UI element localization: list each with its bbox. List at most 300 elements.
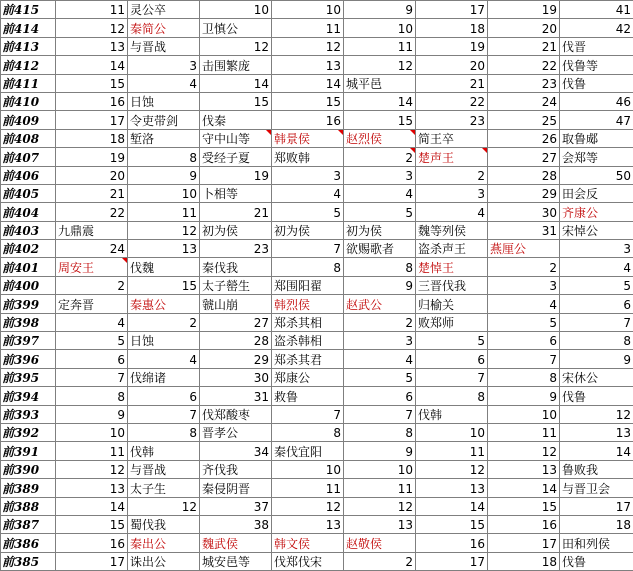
grid-cell[interactable]: 诛出公 xyxy=(128,552,200,570)
grid-cell[interactable]: 伐绵诸 xyxy=(128,368,200,386)
grid-cell[interactable]: 14 xyxy=(560,442,633,460)
row-header-cell[interactable]: 前406 xyxy=(1,166,56,184)
grid-cell[interactable]: 30 xyxy=(200,368,272,386)
grid-cell[interactable]: 16 xyxy=(272,111,344,129)
grid-cell[interactable]: 秦伐宜阳 xyxy=(272,442,344,460)
grid-cell[interactable]: 31 xyxy=(200,387,272,405)
grid-cell[interactable]: 11 xyxy=(488,423,560,441)
grid-cell[interactable]: 7 xyxy=(272,240,344,258)
grid-cell[interactable]: 15 xyxy=(56,515,128,533)
grid-cell[interactable]: 17 xyxy=(488,534,560,552)
grid-cell[interactable]: 19 xyxy=(200,166,272,184)
grid-cell[interactable]: 齐伐我 xyxy=(200,460,272,478)
grid-cell[interactable]: 5 xyxy=(488,313,560,331)
grid-cell[interactable]: 15 xyxy=(128,276,200,294)
grid-cell[interactable]: 17 xyxy=(416,552,488,570)
table-row xyxy=(1,442,633,460)
grid-cell[interactable]: 5 xyxy=(56,332,128,350)
grid-cell[interactable]: 日蚀 xyxy=(128,92,200,110)
grid-cell[interactable]: 7 xyxy=(488,350,560,368)
row-header-cell[interactable]: 前410 xyxy=(1,92,56,110)
grid-cell[interactable]: 21 xyxy=(416,74,488,92)
row-header-cell[interactable]: 前401 xyxy=(1,258,56,276)
grid-cell[interactable]: 欲赐歌者 xyxy=(344,240,416,258)
grid-cell[interactable]: 34 xyxy=(200,442,272,460)
grid-cell[interactable]: 取鲁郕 xyxy=(560,129,633,147)
grid-cell[interactable]: 12 xyxy=(272,497,344,515)
row-header-cell[interactable]: 前415 xyxy=(1,1,56,19)
grid-cell[interactable]: 15 xyxy=(488,497,560,515)
grid-cell[interactable]: 18 xyxy=(416,19,488,37)
grid-cell[interactable]: 秦惠公 xyxy=(128,295,200,313)
grid-cell[interactable]: 12 xyxy=(272,37,344,55)
grid-cell[interactable]: 8 xyxy=(344,423,416,441)
table-row xyxy=(1,534,633,552)
grid-cell[interactable]: 伐晋 xyxy=(560,37,633,55)
grid-cell[interactable]: 灵公卒 xyxy=(128,1,200,19)
grid-cell[interactable]: 赵敬侯 xyxy=(344,534,416,552)
grid-cell[interactable]: 12 xyxy=(488,442,560,460)
grid-cell[interactable]: 13 xyxy=(560,423,633,441)
grid-cell[interactable]: 魏等列侯 xyxy=(416,221,488,239)
grid-cell[interactable]: 盗杀声王 xyxy=(416,240,488,258)
grid-cell[interactable]: 12 xyxy=(128,497,200,515)
grid-cell[interactable]: 11 xyxy=(272,19,344,37)
grid-cell[interactable]: 9 xyxy=(488,387,560,405)
row-header-cell[interactable]: 前402 xyxy=(1,240,56,258)
grid-cell[interactable]: 5 xyxy=(344,203,416,221)
grid-cell[interactable]: 卫慎公 xyxy=(200,19,272,37)
grid-cell[interactable]: 16 xyxy=(56,534,128,552)
grid-cell[interactable]: 鲁败我 xyxy=(560,460,633,478)
grid-cell[interactable]: 伐秦 xyxy=(200,111,272,129)
table-row xyxy=(1,1,633,19)
grid-cell[interactable]: 23 xyxy=(416,111,488,129)
row-header-cell[interactable]: 前407 xyxy=(1,148,56,166)
grid-cell[interactable]: 魏武侯 xyxy=(200,534,272,552)
grid-cell[interactable]: 5 xyxy=(416,332,488,350)
table-row xyxy=(1,111,633,129)
grid-cell[interactable]: 三晋伐我 xyxy=(416,276,488,294)
grid-cell[interactable]: 21 xyxy=(488,37,560,55)
table-row xyxy=(1,332,633,350)
grid-cell[interactable]: 12 xyxy=(56,460,128,478)
grid-cell[interactable]: 16 xyxy=(416,534,488,552)
grid-cell[interactable]: 15 xyxy=(344,111,416,129)
grid-cell[interactable]: 28 xyxy=(488,166,560,184)
row-header-cell[interactable]: 前395 xyxy=(1,368,56,386)
table-row xyxy=(1,184,633,202)
grid-cell[interactable]: 11 xyxy=(344,479,416,497)
grid-cell[interactable]: 2 xyxy=(416,166,488,184)
row-header-cell[interactable]: 前413 xyxy=(1,37,56,55)
grid-cell[interactable]: 12 xyxy=(416,460,488,478)
grid-cell[interactable]: 14 xyxy=(56,497,128,515)
grid-cell[interactable]: 15 xyxy=(200,92,272,110)
table-row xyxy=(1,148,633,166)
grid-cell[interactable]: 伐鲁 xyxy=(560,74,633,92)
grid-cell[interactable]: 17 xyxy=(416,1,488,19)
grid-cell[interactable]: 12 xyxy=(560,405,633,423)
grid-cell[interactable]: 29 xyxy=(200,350,272,368)
table-row xyxy=(1,203,633,221)
grid-cell[interactable]: 伐鲁等 xyxy=(560,56,633,74)
grid-cell[interactable]: 8 xyxy=(128,423,200,441)
grid-cell[interactable]: 14 xyxy=(200,74,272,92)
grid-cell[interactable]: 18 xyxy=(560,515,633,533)
grid-cell[interactable]: 25 xyxy=(488,111,560,129)
grid-cell[interactable]: 3 xyxy=(488,276,560,294)
spreadsheet-body xyxy=(1,1,633,571)
grid-cell[interactable]: 7 xyxy=(416,368,488,386)
grid-cell[interactable]: 13 xyxy=(272,56,344,74)
grid-cell[interactable]: 5 xyxy=(560,276,633,294)
grid-cell[interactable]: 12 xyxy=(200,37,272,55)
grid-cell[interactable]: 17 xyxy=(560,497,633,515)
grid-cell[interactable]: 2 xyxy=(344,148,416,166)
grid-cell[interactable]: 宋悼公 xyxy=(560,221,633,239)
grid-cell[interactable]: 31 xyxy=(488,221,560,239)
grid-cell[interactable]: 伐鲁 xyxy=(560,387,633,405)
grid-cell[interactable]: 太子罃生 xyxy=(200,276,272,294)
grid-cell[interactable]: 37 xyxy=(200,497,272,515)
row-header-cell[interactable]: 前394 xyxy=(1,387,56,405)
grid-cell[interactable]: 救鲁 xyxy=(272,387,344,405)
grid-cell[interactable]: 6 xyxy=(488,332,560,350)
grid-cell[interactable]: 3 xyxy=(344,332,416,350)
grid-cell[interactable]: 7 xyxy=(128,405,200,423)
grid-cell[interactable]: 21 xyxy=(200,203,272,221)
grid-cell[interactable]: 13 xyxy=(416,479,488,497)
row-header-cell[interactable]: 前388 xyxy=(1,497,56,515)
grid-cell[interactable]: 17 xyxy=(56,111,128,129)
grid-cell[interactable]: 8 xyxy=(128,148,200,166)
grid-cell[interactable]: 虢山崩 xyxy=(200,295,272,313)
table-row xyxy=(1,19,633,37)
grid-cell[interactable]: 13 xyxy=(128,240,200,258)
grid-cell[interactable]: 9 xyxy=(344,276,416,294)
grid-cell[interactable]: 日蚀 xyxy=(128,332,200,350)
row-header-cell[interactable]: 前397 xyxy=(1,332,56,350)
grid-cell[interactable]: 23 xyxy=(200,240,272,258)
grid-cell[interactable]: 8 xyxy=(416,387,488,405)
table-row xyxy=(1,368,633,386)
grid-cell[interactable]: 伐韩 xyxy=(416,405,488,423)
grid-cell[interactable]: 3 xyxy=(416,184,488,202)
grid-cell[interactable]: 11 xyxy=(56,1,128,19)
row-header-cell[interactable]: 前389 xyxy=(1,479,56,497)
grid-cell[interactable]: 受经子夏 xyxy=(200,148,272,166)
grid-cell[interactable]: 3 xyxy=(128,56,200,74)
grid-cell[interactable]: 伐魏 xyxy=(128,258,200,276)
grid-cell[interactable]: 27 xyxy=(488,148,560,166)
grid-cell[interactable]: 4 xyxy=(488,295,560,313)
grid-cell[interactable]: 10 xyxy=(128,184,200,202)
grid-cell[interactable]: 16 xyxy=(488,515,560,533)
grid-cell[interactable]: 4 xyxy=(56,313,128,331)
grid-cell[interactable]: 宋休公 xyxy=(560,368,633,386)
table-row xyxy=(1,515,633,533)
grid-cell[interactable]: 14 xyxy=(272,74,344,92)
grid-cell[interactable]: 齐康公 xyxy=(560,203,633,221)
grid-cell[interactable]: 14 xyxy=(344,92,416,110)
grid-cell[interactable]: 19 xyxy=(488,1,560,19)
grid-cell[interactable]: 23 xyxy=(488,74,560,92)
grid-cell[interactable]: 郑败韩 xyxy=(272,148,344,166)
grid-cell[interactable]: 12 xyxy=(344,497,416,515)
row-header-cell[interactable]: 前390 xyxy=(1,460,56,478)
grid-cell[interactable]: 4 xyxy=(128,350,200,368)
grid-cell[interactable]: 2 xyxy=(56,276,128,294)
grid-cell[interactable]: 11 xyxy=(416,442,488,460)
grid-cell[interactable]: 郑康公 xyxy=(272,368,344,386)
grid-cell[interactable]: 14 xyxy=(488,479,560,497)
grid-cell[interactable]: 3 xyxy=(344,166,416,184)
grid-cell[interactable]: 郑杀其君 xyxy=(272,350,344,368)
grid-cell[interactable]: 12 xyxy=(344,56,416,74)
row-header-cell[interactable]: 前398 xyxy=(1,313,56,331)
grid-cell[interactable]: 6 xyxy=(56,350,128,368)
grid-cell[interactable]: 11 xyxy=(344,37,416,55)
grid-cell[interactable]: 12 xyxy=(128,221,200,239)
row-header-cell[interactable]: 前396 xyxy=(1,350,56,368)
grid-cell[interactable]: 41 xyxy=(560,1,633,19)
row-header-cell[interactable]: 前408 xyxy=(1,129,56,147)
grid-cell[interactable]: 3 xyxy=(560,240,633,258)
grid-cell[interactable]: 13 xyxy=(488,460,560,478)
grid-cell[interactable]: 4 xyxy=(344,350,416,368)
grid-cell[interactable]: 17 xyxy=(56,552,128,570)
grid-cell[interactable]: 11 xyxy=(128,203,200,221)
grid-cell[interactable]: 10 xyxy=(488,405,560,423)
grid-cell[interactable]: 与晋卫会 xyxy=(560,479,633,497)
table-row xyxy=(1,37,633,55)
grid-cell[interactable]: 归榆关 xyxy=(416,295,488,313)
grid-cell[interactable]: 4 xyxy=(416,203,488,221)
grid-cell[interactable]: 20 xyxy=(488,19,560,37)
grid-cell[interactable]: 令吏带剑 xyxy=(128,111,200,129)
row-header-cell[interactable]: 前403 xyxy=(1,221,56,239)
row-header-cell[interactable]: 前414 xyxy=(1,19,56,37)
grid-cell[interactable]: 11 xyxy=(272,479,344,497)
row-header-cell[interactable]: 前412 xyxy=(1,56,56,74)
grid-cell[interactable]: 6 xyxy=(344,387,416,405)
grid-cell[interactable]: 太子生 xyxy=(128,479,200,497)
grid-cell[interactable]: 10 xyxy=(272,460,344,478)
grid-cell[interactable]: 秦伐我 xyxy=(200,258,272,276)
grid-cell[interactable]: 20 xyxy=(416,56,488,74)
grid-cell[interactable]: 18 xyxy=(488,552,560,570)
grid-cell[interactable]: 5 xyxy=(272,203,344,221)
grid-cell[interactable]: 初为侯 xyxy=(344,221,416,239)
grid-cell[interactable]: 26 xyxy=(488,129,560,147)
grid-cell[interactable]: 13 xyxy=(56,37,128,55)
grid-cell[interactable]: 郑围阳翟 xyxy=(272,276,344,294)
grid-cell[interactable]: 9 xyxy=(344,442,416,460)
grid-cell[interactable]: 7 xyxy=(56,368,128,386)
grid-cell[interactable]: 47 xyxy=(560,111,633,129)
table-row xyxy=(1,350,633,368)
grid-cell[interactable]: 晋孝公 xyxy=(200,423,272,441)
grid-cell[interactable]: 10 xyxy=(344,460,416,478)
grid-cell[interactable]: 27 xyxy=(200,313,272,331)
grid-cell[interactable]: 韩景侯 xyxy=(272,129,344,147)
row-header-cell[interactable]: 前400 xyxy=(1,276,56,294)
grid-cell[interactable]: 简王卒 xyxy=(416,129,488,147)
table-row xyxy=(1,295,633,313)
grid-cell[interactable]: 楚悼王 xyxy=(416,258,488,276)
grid-cell[interactable]: 郑杀其相 xyxy=(272,313,344,331)
grid-cell[interactable]: 9 xyxy=(56,405,128,423)
grid-cell[interactable]: 15 xyxy=(56,74,128,92)
grid-cell[interactable]: 8 xyxy=(272,258,344,276)
grid-cell[interactable]: 24 xyxy=(488,92,560,110)
grid-cell[interactable]: 22 xyxy=(56,203,128,221)
row-header-cell[interactable]: 前409 xyxy=(1,111,56,129)
grid-cell[interactable]: 14 xyxy=(56,56,128,74)
grid-cell[interactable]: 7 xyxy=(560,313,633,331)
grid-cell[interactable]: 9 xyxy=(560,350,633,368)
grid-cell[interactable]: 14 xyxy=(416,497,488,515)
grid-cell[interactable]: 8 xyxy=(272,423,344,441)
row-header-cell[interactable]: 前385 xyxy=(1,552,56,570)
grid-cell[interactable]: 守中山等 xyxy=(200,129,272,147)
grid-cell[interactable]: 13 xyxy=(344,515,416,533)
grid-cell[interactable]: 秦简公 xyxy=(128,19,200,37)
grid-cell[interactable]: 13 xyxy=(272,515,344,533)
grid-cell[interactable]: 堑洛 xyxy=(128,129,200,147)
row-header-cell[interactable]: 前387 xyxy=(1,515,56,533)
table-row xyxy=(1,240,633,258)
grid-cell[interactable]: 6 xyxy=(128,387,200,405)
grid-cell[interactable]: 与晋战 xyxy=(128,37,200,55)
grid-cell[interactable]: 30 xyxy=(488,203,560,221)
grid-cell[interactable]: 8 xyxy=(56,387,128,405)
grid-cell[interactable]: 周安王 xyxy=(56,258,128,276)
grid-cell[interactable]: 燕厘公 xyxy=(488,240,560,258)
table-row xyxy=(1,92,633,110)
grid-cell[interactable]: 卜相等 xyxy=(200,184,272,202)
table-row xyxy=(1,276,633,294)
grid-cell[interactable]: 伐韩 xyxy=(128,442,200,460)
grid-cell[interactable]: 九鼎震 xyxy=(56,221,128,239)
row-header-cell[interactable]: 前404 xyxy=(1,203,56,221)
grid-cell[interactable]: 50 xyxy=(560,166,633,184)
grid-cell[interactable]: 21 xyxy=(56,184,128,202)
grid-cell[interactable]: 24 xyxy=(56,240,128,258)
row-header-cell[interactable]: 前392 xyxy=(1,423,56,441)
grid-cell[interactable]: 会郑等 xyxy=(560,148,633,166)
grid-cell[interactable]: 29 xyxy=(488,184,560,202)
grid-cell[interactable]: 11 xyxy=(56,442,128,460)
grid-cell[interactable]: 伐鲁 xyxy=(560,552,633,570)
grid-cell[interactable]: 18 xyxy=(56,129,128,147)
grid-cell[interactable]: 韩文侯 xyxy=(272,534,344,552)
grid-cell[interactable]: 12 xyxy=(56,19,128,37)
grid-cell[interactable]: 楚声王 xyxy=(416,148,488,166)
row-header-cell[interactable]: 前386 xyxy=(1,534,56,552)
grid-cell[interactable]: 2 xyxy=(344,552,416,570)
grid-cell[interactable]: 20 xyxy=(56,166,128,184)
grid-cell[interactable]: 城平邑 xyxy=(344,74,416,92)
grid-cell[interactable]: 败郑师 xyxy=(416,313,488,331)
grid-cell[interactable]: 秦侵阴晋 xyxy=(200,479,272,497)
grid-cell[interactable]: 8 xyxy=(560,332,633,350)
grid-cell[interactable]: 10 xyxy=(272,1,344,19)
grid-cell[interactable]: 16 xyxy=(56,92,128,110)
grid-cell[interactable]: 19 xyxy=(416,37,488,55)
grid-cell[interactable]: 46 xyxy=(560,92,633,110)
grid-cell[interactable]: 赵烈侯 xyxy=(344,129,416,147)
row-header-cell[interactable]: 前391 xyxy=(1,442,56,460)
row-header-cell[interactable]: 前405 xyxy=(1,184,56,202)
grid-cell[interactable]: 6 xyxy=(416,350,488,368)
row-header-cell[interactable]: 前399 xyxy=(1,295,56,313)
grid-cell[interactable]: 22 xyxy=(416,92,488,110)
grid-cell[interactable]: 9 xyxy=(128,166,200,184)
grid-cell[interactable]: 22 xyxy=(488,56,560,74)
grid-cell[interactable]: 28 xyxy=(200,332,272,350)
grid-cell[interactable]: 8 xyxy=(488,368,560,386)
grid-cell[interactable]: 8 xyxy=(344,258,416,276)
grid-cell[interactable]: 7 xyxy=(272,405,344,423)
grid-cell[interactable]: 19 xyxy=(56,148,128,166)
grid-cell[interactable]: 15 xyxy=(416,515,488,533)
grid-cell[interactable]: 5 xyxy=(344,368,416,386)
grid-cell[interactable]: 伐郑伐宋 xyxy=(272,552,344,570)
grid-cell[interactable]: 与晋战 xyxy=(128,460,200,478)
grid-cell[interactable]: 6 xyxy=(560,295,633,313)
grid-cell[interactable]: 城安邑等 xyxy=(200,552,272,570)
grid-cell[interactable]: 9 xyxy=(344,1,416,19)
grid-cell[interactable]: 10 xyxy=(416,423,488,441)
grid-cell[interactable]: 4 xyxy=(272,184,344,202)
grid-cell[interactable]: 初为侯 xyxy=(272,221,344,239)
table-row xyxy=(1,56,633,74)
grid-cell[interactable]: 击围繁庞 xyxy=(200,56,272,74)
table-row xyxy=(1,387,633,405)
grid-cell[interactable]: 10 xyxy=(56,423,128,441)
grid-cell[interactable]: 赵武公 xyxy=(344,295,416,313)
grid-cell[interactable]: 2 xyxy=(488,258,560,276)
grid-cell[interactable]: 秦出公 xyxy=(128,534,200,552)
grid-cell[interactable]: 38 xyxy=(200,515,272,533)
grid-cell[interactable]: 10 xyxy=(344,19,416,37)
grid-cell[interactable]: 田和列侯 xyxy=(560,534,633,552)
grid-cell[interactable]: 盗杀韩相 xyxy=(272,332,344,350)
grid-cell[interactable]: 4 xyxy=(560,258,633,276)
grid-cell[interactable]: 初为侯 xyxy=(200,221,272,239)
table-row xyxy=(1,74,633,92)
grid-cell[interactable]: 田会反 xyxy=(560,184,633,202)
grid-cell[interactable]: 2 xyxy=(344,313,416,331)
grid-cell[interactable]: 2 xyxy=(128,313,200,331)
grid-cell[interactable]: 蜀伐我 xyxy=(128,515,200,533)
grid-cell[interactable]: 7 xyxy=(344,405,416,423)
row-header-cell[interactable]: 前393 xyxy=(1,405,56,423)
grid-cell[interactable]: 伐郑酸枣 xyxy=(200,405,272,423)
grid-cell[interactable]: 10 xyxy=(200,1,272,19)
grid-cell[interactable]: 13 xyxy=(56,479,128,497)
grid-cell[interactable]: 42 xyxy=(560,19,633,37)
grid-cell[interactable]: 4 xyxy=(344,184,416,202)
grid-cell[interactable]: 韩烈侯 xyxy=(272,295,344,313)
grid-cell[interactable]: 3 xyxy=(272,166,344,184)
row-header-cell[interactable]: 前411 xyxy=(1,74,56,92)
grid-cell[interactable]: 定奔晋 xyxy=(56,295,128,313)
grid-cell[interactable]: 4 xyxy=(128,74,200,92)
grid-cell[interactable]: 15 xyxy=(272,92,344,110)
